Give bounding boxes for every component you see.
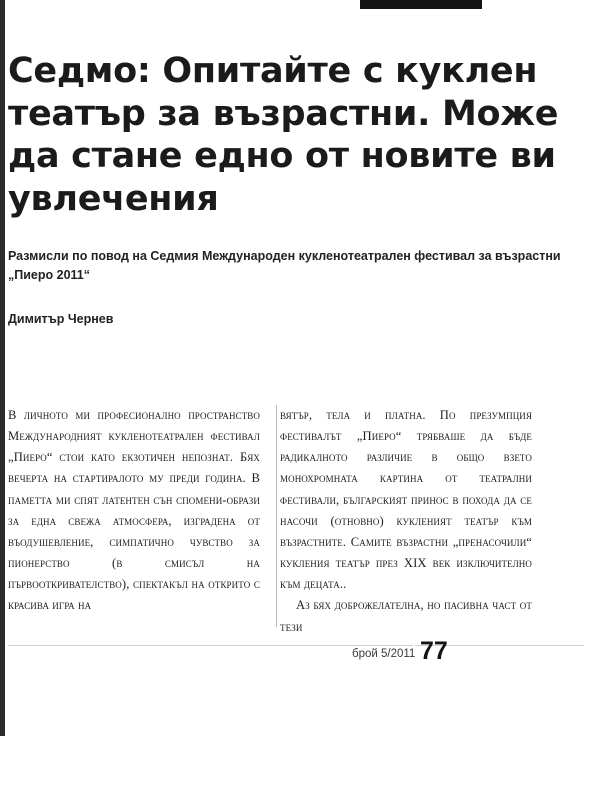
paragraph: В личното ми професионално пространство Международният кукленотеатрален фестивал „Пиеро“ стои като екзотичен непознат. Бях вечерта на стартиралото му преди година. В паметта ми спят латентен сън спомени-образи за една свежа атмосфера, изградена от въодушевление, симпатично чувство за пионерство (в смисъл на първооткривателство), спектакъл на открито с красива игра на	[8, 408, 260, 613]
page-footer	[0, 637, 592, 675]
article-deck: Размисли по повод на Седмия Международен кукленотеатрален фестивал за възрастни „Пиеро 2011“	[8, 248, 561, 283]
article-column-left	[8, 405, 260, 638]
paragraph: вятър, тела и платна. По презумпция фестивалът „Пиеро“ трябваше да бъде радикалното различие в общо взето монохромната картина от театрални фестивали, българският принос в похода да се насочи (отновно) кукленият театър към възрастните. Самите възрастни „пренасочили“ кукления театър през XIX век изключително към децата..	[280, 408, 532, 592]
article-content	[8, 0, 592, 326]
article-byline: Димитър Чернев	[8, 311, 114, 326]
paragraph: Аз бях доброжелателна, но пасивна част от тези	[280, 598, 532, 634]
article-column-right	[280, 405, 532, 638]
column-divider	[276, 405, 277, 627]
page-number: 77	[420, 637, 448, 665]
left-margin-rule	[0, 0, 5, 736]
page-title: Седмо: Опитайте с куклен театър за възрастни. Може да стане едно от новите ви увлечения	[8, 51, 559, 220]
issue-label: брой 5/2011	[352, 648, 416, 660]
footer-divider	[8, 645, 584, 646]
article-body	[8, 405, 584, 638]
